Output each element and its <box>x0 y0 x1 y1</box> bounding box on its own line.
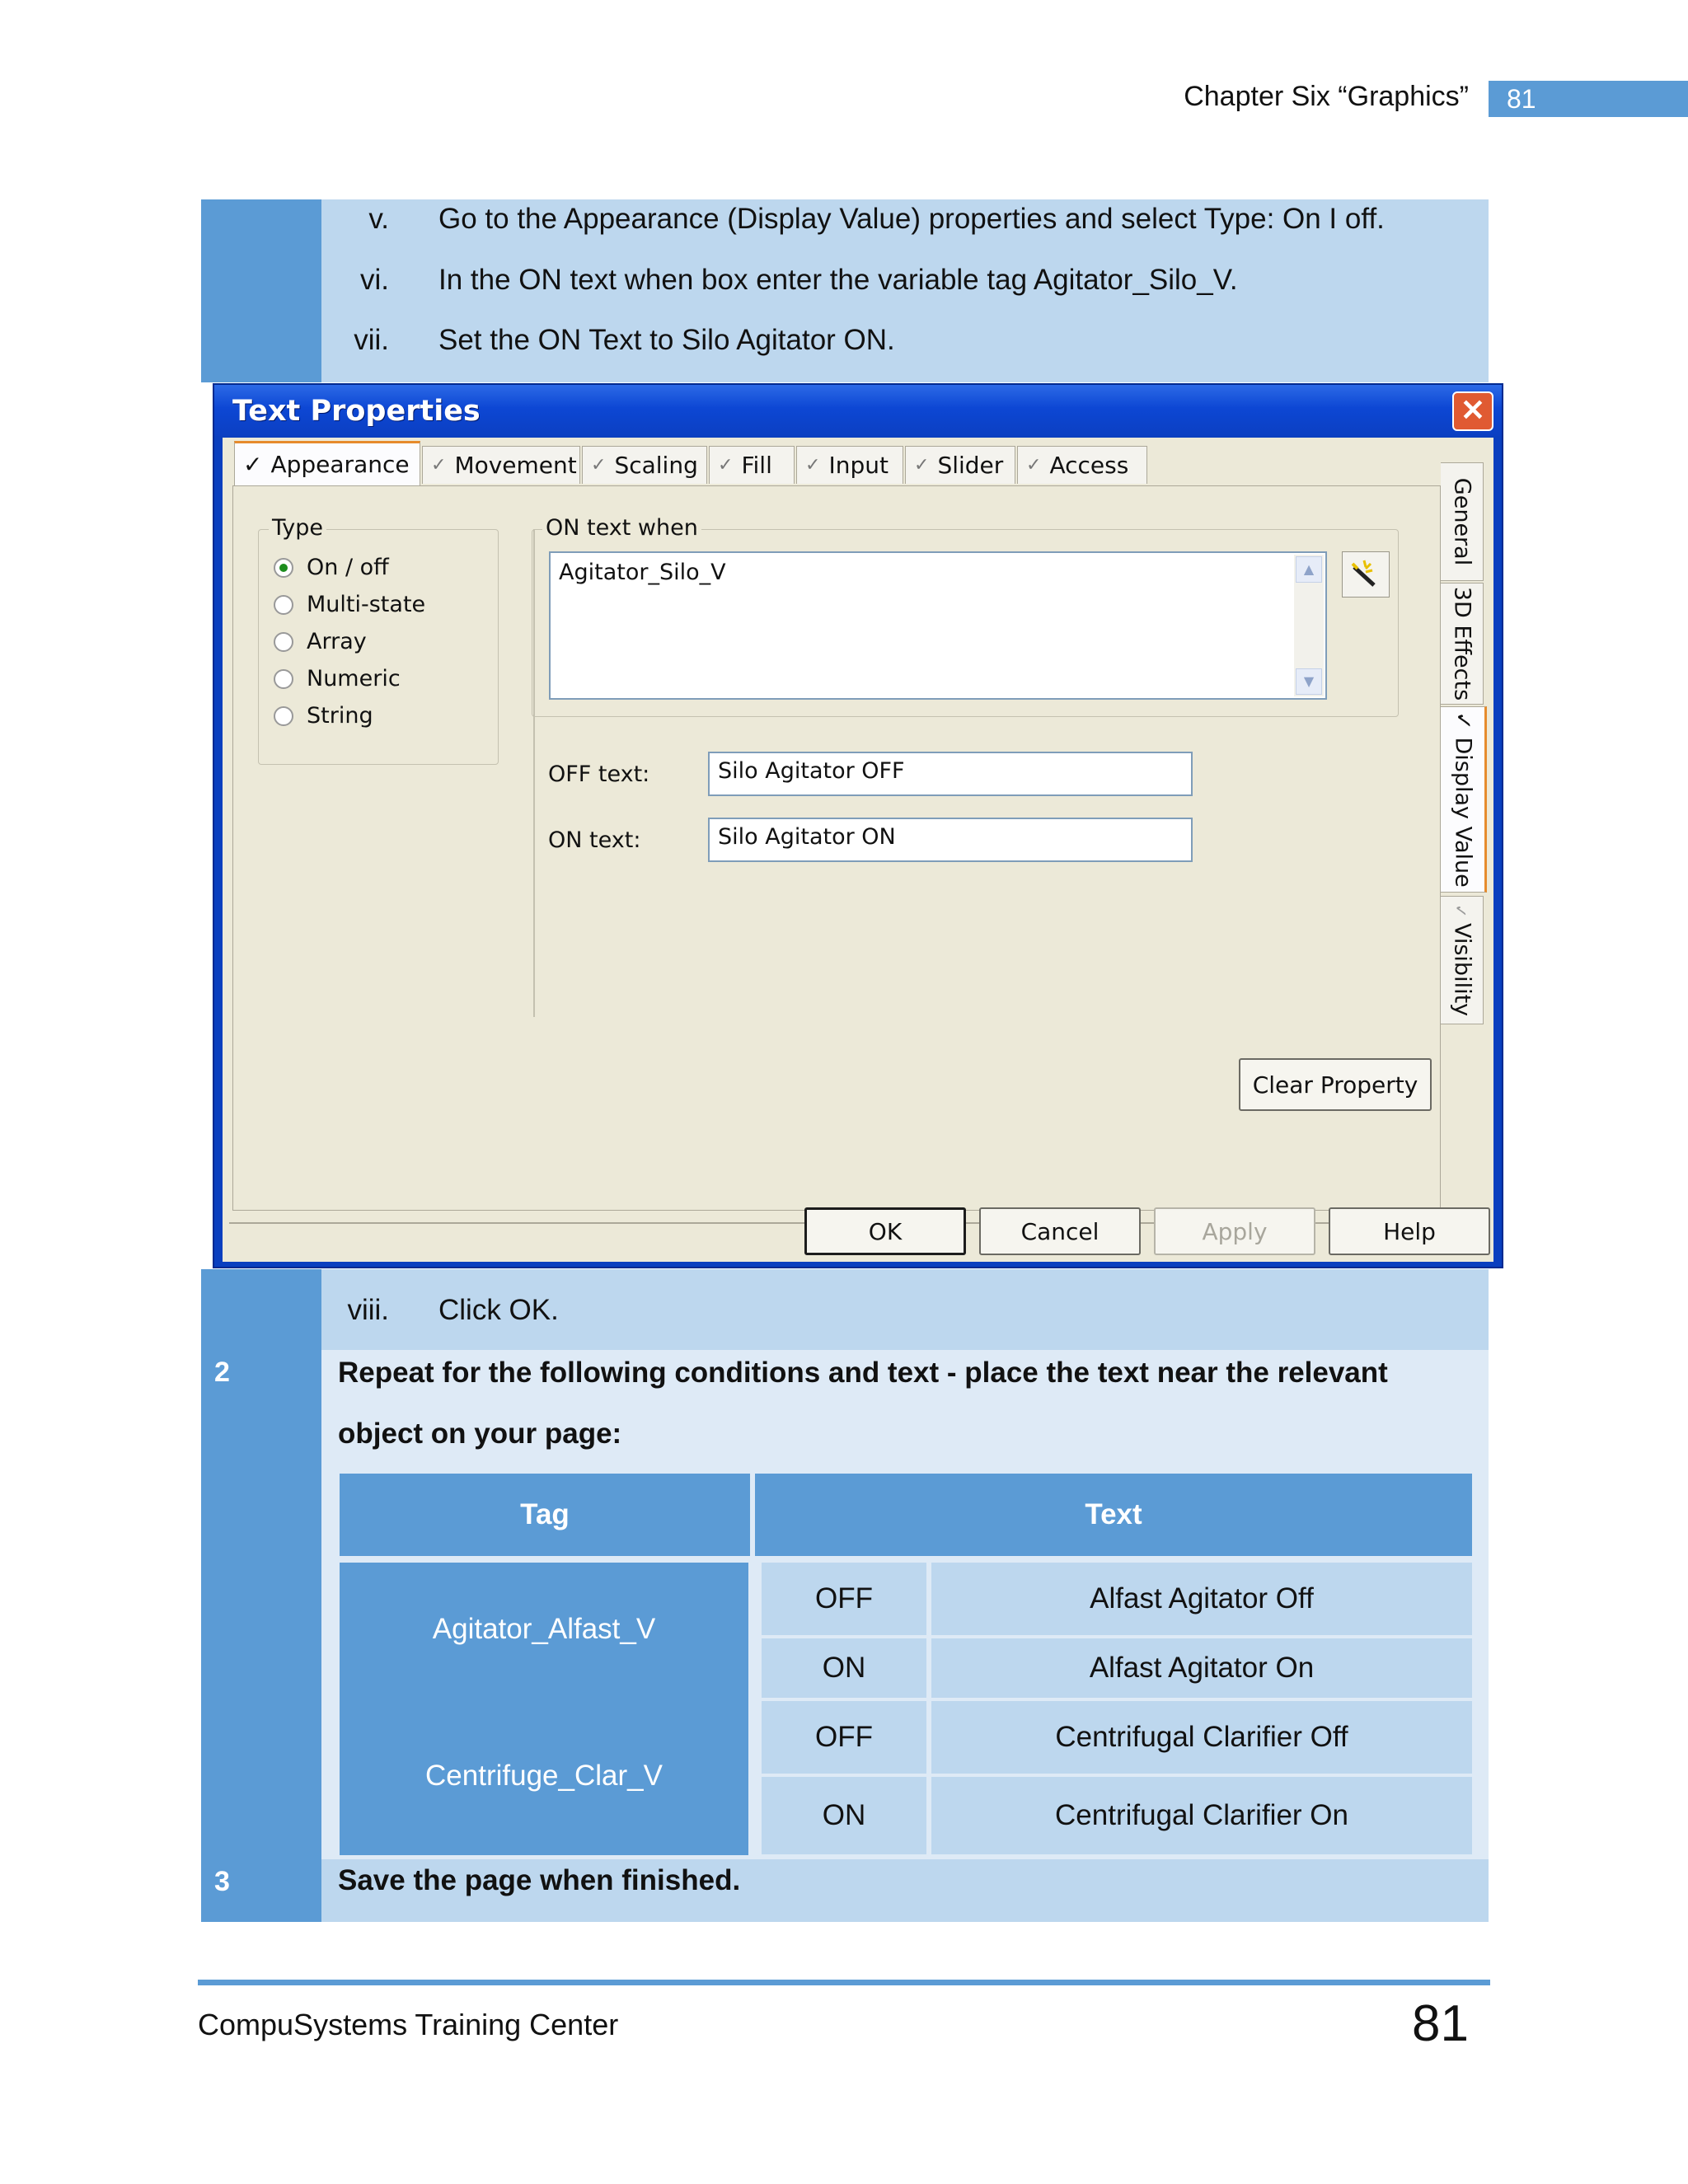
tab-visibility-text: Visibility <box>1449 922 1475 1017</box>
scroll-down-icon[interactable]: ▼ <box>1296 668 1322 695</box>
check-faded-icon: ✓ <box>1026 455 1042 476</box>
tab-display-value[interactable] <box>1441 706 1487 893</box>
tab-movement[interactable] <box>422 446 580 484</box>
check-faded-icon: ✓ <box>805 455 821 476</box>
type-group-label: Type <box>269 515 326 541</box>
check-faded-icon: ✓ <box>431 455 447 476</box>
text-cell: Centrifugal Clarifier On <box>931 1777 1472 1854</box>
check-faded-icon: ✓ <box>1451 903 1470 923</box>
tab-display-value-text: Display Value <box>1450 737 1475 888</box>
radio-numeric[interactable] <box>274 666 401 691</box>
radio-selected-icon[interactable] <box>274 558 293 578</box>
step2-text-line1: Repeat for the following conditions and text - place the text near the relevant <box>338 1357 1388 1389</box>
help-button[interactable]: Help <box>1329 1207 1490 1255</box>
off-text-value: Silo Agitator OFF <box>718 758 905 784</box>
check-faded-icon: ✓ <box>591 455 607 476</box>
on-text-when-input[interactable] <box>549 551 1327 700</box>
tab-3d-effects[interactable] <box>1441 583 1484 705</box>
tab-3d-effects-label: 3D Effects <box>1449 586 1475 701</box>
radio-icon[interactable] <box>274 706 293 726</box>
footer-rule <box>198 1980 1490 1985</box>
tab-fill[interactable] <box>709 446 795 484</box>
radio-array[interactable] <box>274 629 367 654</box>
step-vii-number: vii. <box>354 324 389 356</box>
table-header-tag: Tag <box>340 1474 750 1556</box>
on-text-when-group <box>532 515 1399 717</box>
textarea-scrollbar[interactable] <box>1294 555 1324 696</box>
state-cell: OFF <box>762 1563 926 1635</box>
text-cell: Alfast Agitator Off <box>931 1563 1472 1635</box>
tab-visibility-label <box>1449 904 1475 1016</box>
radio-icon[interactable] <box>274 669 293 689</box>
dialog-body <box>223 438 1493 1262</box>
row1-number-cell <box>201 199 321 382</box>
radio-multi-state[interactable] <box>274 592 425 617</box>
clear-property-button[interactable]: Clear Property <box>1239 1058 1432 1111</box>
radio-icon[interactable] <box>274 595 293 615</box>
off-text-label: OFF text: <box>548 762 650 787</box>
tab-input-label: Input <box>828 452 889 479</box>
tab-scaling[interactable] <box>582 446 707 484</box>
tag-cell-centrifuge-clar: Centrifuge_Clar_V <box>340 1696 748 1855</box>
tab-scaling-label: Scaling <box>614 452 698 479</box>
row3-number: 3 <box>214 1866 230 1897</box>
tab-slider-label: Slider <box>937 452 1004 479</box>
on-text-input[interactable] <box>708 818 1193 862</box>
state-cell: ON <box>762 1638 926 1698</box>
tab-general-label: General <box>1449 477 1475 566</box>
radio-string-label: String <box>307 703 373 729</box>
tag-cell-agitator-alfast: Agitator_Alfast_V <box>340 1563 748 1696</box>
check-faded-icon: ✓ <box>718 455 734 476</box>
tab-input[interactable] <box>796 446 903 484</box>
step3-text: Save the page when finished. <box>338 1864 741 1896</box>
row3-number-cell <box>201 1859 321 1922</box>
radio-array-label: Array <box>307 629 367 654</box>
ok-button[interactable]: OK <box>804 1207 966 1255</box>
tab-display-value-label: ✓ Display Value <box>1450 711 1475 888</box>
on-text-when-label: ON text when <box>542 515 701 541</box>
tab-movement-label: Movement <box>454 452 577 479</box>
text-properties-dialog <box>213 383 1503 1268</box>
row2-number-cell <box>201 1350 321 1859</box>
scroll-up-icon[interactable]: ▲ <box>1296 556 1322 583</box>
close-icon[interactable]: ✕ <box>1452 391 1493 431</box>
text-cell: Centrifugal Clarifier Off <box>931 1701 1472 1774</box>
row2-number: 2 <box>214 1357 230 1388</box>
tab-slider[interactable] <box>905 446 1015 484</box>
tab-appearance-label: Appearance <box>270 451 410 478</box>
tab-general[interactable] <box>1441 462 1484 581</box>
step-v-number: v. <box>368 203 389 235</box>
radio-multi-state-label: Multi-state <box>307 592 426 617</box>
table-header-text: Text <box>755 1474 1472 1556</box>
off-text-input[interactable] <box>708 752 1193 796</box>
chapter-title: Chapter Six “Graphics” <box>1184 81 1469 112</box>
step-vii-text: Set the ON Text to Silo Agitator ON. <box>438 324 895 356</box>
row1b-number-cell <box>201 1269 321 1350</box>
radio-numeric-label: Numeric <box>307 666 401 691</box>
radio-on-off[interactable] <box>274 555 389 580</box>
on-text-when-value: Agitator_Silo_V <box>559 560 726 585</box>
header-page-number: 81 <box>1489 81 1688 117</box>
step-vi-number: vi. <box>360 264 389 296</box>
tab-access[interactable] <box>1017 446 1147 484</box>
footer-page-number: 81 <box>1412 1995 1469 2052</box>
tab-access-label: Access <box>1049 452 1129 479</box>
step-v-text: Go to the Appearance (Display Value) properties and select Type: On I off. <box>438 203 1385 235</box>
dialog-titlebar[interactable] <box>214 385 1502 436</box>
step-viii-text: Click OK. <box>438 1294 559 1326</box>
radio-icon[interactable] <box>274 632 293 652</box>
on-text-label: ON text: <box>548 827 641 853</box>
step2-text-line2: object on your page: <box>338 1418 622 1450</box>
magic-wand-icon <box>1343 552 1389 597</box>
footer-organization: CompuSystems Training Center <box>198 2008 619 2041</box>
radio-on-off-label: On / off <box>307 555 389 580</box>
tab-fill-label: Fill <box>741 452 772 479</box>
check-faded-icon: ✓ <box>914 455 930 476</box>
type-group <box>258 515 499 765</box>
apply-button[interactable]: Apply <box>1154 1207 1315 1255</box>
radio-string[interactable] <box>274 703 373 729</box>
tab-appearance[interactable] <box>234 441 420 485</box>
check-icon: ✓ <box>243 451 263 478</box>
dialog-title: Text Properties <box>232 395 481 428</box>
on-text-value: Silo Agitator ON <box>718 824 896 850</box>
properties-panel <box>232 485 1441 1211</box>
step-viii-number: viii. <box>347 1294 389 1326</box>
tag-browser-button[interactable] <box>1342 551 1390 598</box>
tab-visibility[interactable] <box>1441 896 1484 1024</box>
tag-text-table <box>338 1474 1474 1857</box>
state-cell: ON <box>762 1777 926 1854</box>
text-cell: Alfast Agitator On <box>931 1638 1472 1698</box>
step-vi-text: In the ON text when box enter the variable tag Agitator_Silo_V. <box>438 264 1238 296</box>
cancel-button[interactable]: Cancel <box>979 1207 1141 1255</box>
state-cell: OFF <box>762 1701 926 1774</box>
